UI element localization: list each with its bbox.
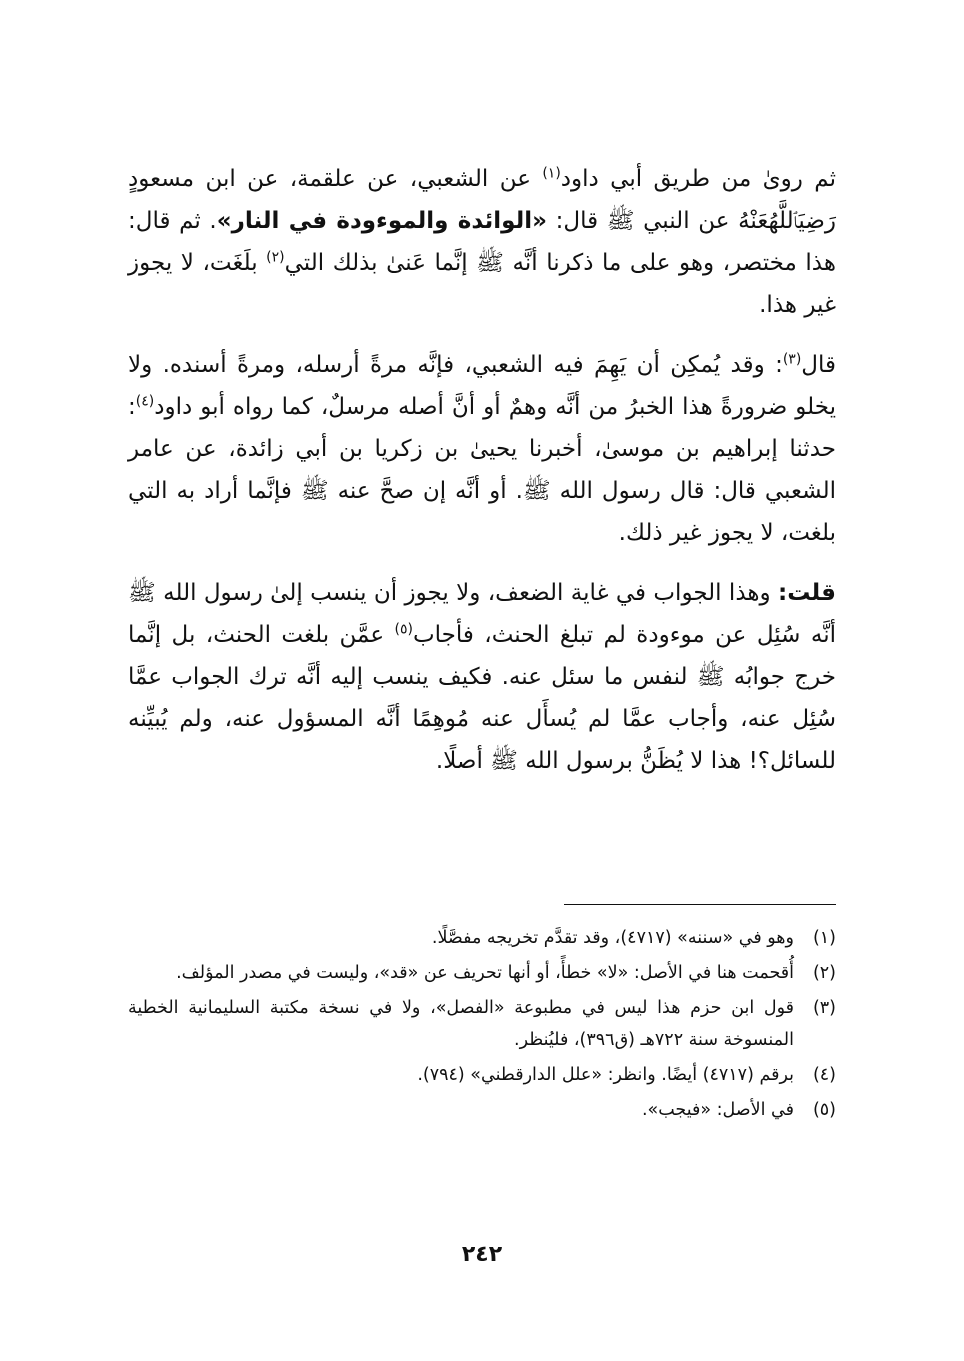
footnote-number: (١) — [812, 928, 836, 948]
footnotes — [128, 922, 836, 1129]
page-number: ٢٤٢ — [461, 1242, 503, 1267]
footnote-number: (٥) — [812, 1100, 836, 1120]
footnote — [128, 922, 836, 954]
paragraph-1-text: ثم روىٰ من طريق أبي داود — [560, 166, 836, 192]
paragraph-2-text: : وقد يُمكِن أن يَهِمَ فيه الشعبي، فإنَّه مرةً أرسله، ومرةً أسنده. ولا يخلو ضرورةً هذا الخبرُ من أنَّه وهمٌ أو أنَّ أصله مرسلٌ، كما رواه أبو داود — [128, 352, 836, 420]
footnote-ref-2: (٢) — [266, 249, 285, 266]
footnote-number: (٢) — [812, 963, 836, 983]
paragraph-3-text: وهذا الجواب في غاية الضعف، ولا يجوز أن ينسب إلىٰ رسول الله ﷺ أنَّه سُئِل عن موءودة لم تبلغ الحنث، فأجاب — [128, 580, 837, 648]
footnote-text: وهو في «سننه» (٤٧١٧)، وقد تقدَّم تخريجه مفصَّلًا. — [431, 928, 794, 948]
paragraph-2 — [128, 344, 836, 554]
footnote-separator — [564, 904, 836, 905]
footnote-text: برقم (٤٧١٧) أيضًا. وانظر: «علل الدارقطني» (٧٩٤). — [417, 1065, 794, 1085]
footnote-ref-4: (٤) — [135, 393, 155, 410]
footnote-ref-3: (٣) — [782, 351, 802, 368]
footnote-ref-5: (٥) — [394, 621, 413, 638]
footnote-text: في الأصل: «فيجب». — [641, 1100, 794, 1120]
footnote — [128, 1059, 836, 1091]
footnote-ref-1: (١) — [542, 165, 561, 182]
footnote-number: (٤) — [812, 1065, 836, 1085]
paragraph-1-text: بلَغَت، لا يجوز غير هذا. — [128, 250, 836, 318]
footnote-text: قول ابن حزم هذا ليس في مطبوعة «الفصل»، ولا في نسخة مكتبة السليمانية الخطية المنسوخة سنة ٧٢٢هـ (ق٣٩٦)، فليُنظر. — [128, 998, 794, 1050]
paragraph-2-text: قال — [801, 352, 836, 378]
qultu-label: قلت: — [778, 580, 836, 606]
hadith-quote: «الوائدة والموءودة في النار» — [216, 208, 547, 234]
footnote — [128, 1094, 836, 1126]
paragraph-3-text: عمَّن بلغت الحنث، بل إنَّما خرج جوابُه ﷺ لنفس ما سئل عنه. فكيف ينسب إليه أنَّه ترك الجواب عمَّا سُئِل عنه، وأجاب عمَّا لم يُسأَل عنه مُوهِمًا أنَّه المسؤول عنه، ولم يُبيِّنه للسائل؟! هذا لا يُظَنُّ برسول الله ﷺ أصلًا. — [128, 622, 836, 774]
paragraph-1 — [128, 158, 836, 326]
footnote-text: أُقحمت هنا في الأصل: «لا» خطأً، أو أنها تحريف عن «قد»، وليست في مصدر المؤلف. — [176, 963, 794, 983]
footnote — [128, 957, 836, 989]
paragraph-1-text: . ثم قال: هذا مختصر، وهو على ما ذكرنا أنَّه ﷺ إنَّما عَنىٰ بذلك التي — [128, 208, 836, 276]
paragraph-3 — [128, 572, 836, 782]
main-text — [128, 158, 836, 800]
footnote — [128, 992, 836, 1056]
footnote-number: (٣) — [812, 998, 836, 1018]
paragraph-1-text: عن الشعبي، عن علقمة، عن ابن مسعودٍ رَضِيَٱللَّهُعَنْهُ عن النبي ﷺ قال: — [128, 166, 836, 234]
paragraph-2-text: : حدثنا إبراهيم بن موسىٰ، أخبرنا يحيىٰ بن زكريا بن أبي زائدة، عن عامر الشعبي قال: قال رسول الله ﷺ. أو أنَّه إن صحَّ عنه ﷺ فإنَّما أراد به التي بلغت، لا يجوز غير ذلك. — [128, 394, 836, 546]
